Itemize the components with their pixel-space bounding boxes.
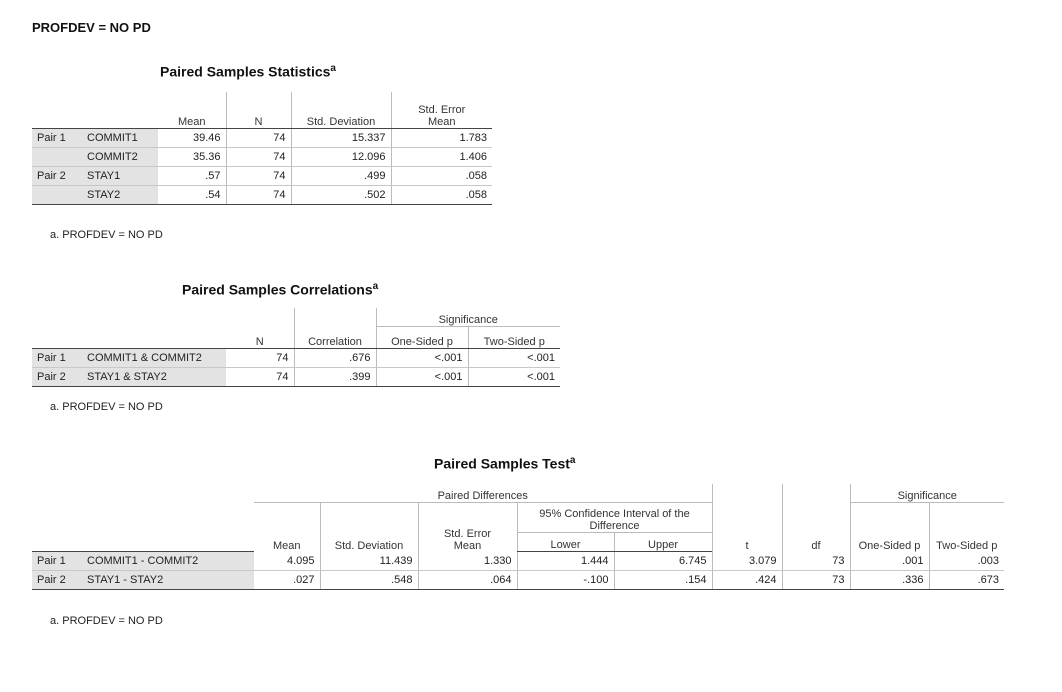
two-sided-p-cell: .673 — [929, 571, 1004, 590]
test-footnote: a. PROFDEV = NO PD — [50, 615, 163, 627]
variable-label: COMMIT1 - COMMIT2 — [82, 552, 254, 571]
mean-cell: 39.46 — [158, 128, 226, 147]
test-title-marker: a — [569, 455, 576, 466]
corr-header-one-sided-p: One-Sided p — [376, 327, 468, 349]
test-header-upper: Upper — [614, 533, 712, 552]
test-header-confidence-interval — [517, 503, 712, 533]
lower-cell: 1.444 — [517, 552, 614, 571]
df-cell: 73 — [782, 552, 850, 571]
test-title-text: Paired Samples Test — [434, 455, 570, 472]
std-deviation-cell: 12.096 — [291, 147, 391, 166]
variable-label: STAY1 - STAY2 — [82, 571, 254, 590]
test-header-std-error-mean-text: Std. Error Mean — [443, 527, 492, 552]
std-deviation-cell: 15.337 — [291, 128, 391, 147]
stats-header-n: N — [226, 92, 291, 128]
corr-header-spacer — [226, 308, 294, 327]
corr-header-n: N — [226, 327, 294, 349]
test-corner-cell — [32, 533, 82, 552]
test-header-one-sided-p: One-Sided p — [850, 503, 929, 552]
df-cell: 73 — [782, 571, 850, 590]
n-cell: 74 — [226, 349, 294, 368]
variable-label: STAY2 — [82, 185, 158, 204]
stats-title-marker: a — [330, 63, 336, 74]
test-header-significance: Significance — [850, 484, 1004, 503]
stats-corner-cell — [82, 92, 158, 128]
std-deviation-cell: .502 — [291, 185, 391, 204]
upper-cell: .154 — [614, 571, 712, 590]
table-row — [32, 147, 492, 166]
n-cell: 74 — [226, 147, 291, 166]
corr-title — [182, 281, 378, 298]
n-cell: 74 — [226, 185, 291, 204]
corr-title-marker: a — [372, 281, 379, 292]
corr-corner-cell — [32, 327, 82, 349]
test-corner-cell — [82, 503, 254, 533]
test-header-lower: Lower — [517, 533, 614, 552]
table-row — [32, 552, 1004, 571]
corr-corner-cell — [82, 308, 226, 327]
pair-label — [32, 147, 82, 166]
std-error-cell: 1.783 — [391, 128, 492, 147]
pair-label: Pair 1 — [32, 552, 82, 571]
variable-label: COMMIT2 — [82, 147, 158, 166]
table-row — [32, 185, 492, 204]
corr-header-correlation: Correlation — [294, 327, 376, 349]
test-header-spacer — [712, 484, 782, 503]
stats-header-std-error-mean — [391, 92, 492, 128]
n-cell: 74 — [226, 128, 291, 147]
t-cell: .424 — [712, 571, 782, 590]
paired-samples-correlations-table — [32, 308, 560, 387]
paired-samples-statistics-table — [32, 92, 492, 205]
mean-cell: 4.095 — [254, 552, 320, 571]
stats-title-text: Paired Samples Statistics — [160, 63, 331, 80]
test-header-mean: Mean — [272, 539, 301, 552]
variable-label: STAY1 — [82, 166, 158, 185]
two-sided-p-cell: <.001 — [468, 349, 560, 368]
stats-header-std-error-mean-text: Std. Error Mean — [418, 103, 466, 128]
correlation-cell: .676 — [294, 349, 376, 368]
one-sided-p-cell: <.001 — [376, 349, 468, 368]
test-header-spacer — [782, 484, 850, 503]
one-sided-p-cell: .001 — [850, 552, 929, 571]
t-cell: 3.079 — [712, 552, 782, 571]
std-error-cell: .058 — [391, 166, 492, 185]
paired-samples-test-table — [32, 484, 1004, 590]
pair-label: Pair 1 — [32, 128, 82, 147]
n-cell: 74 — [226, 368, 294, 387]
test-header-paired-differences: Paired Differences — [254, 484, 712, 503]
test-corner-cell — [82, 484, 254, 503]
table-row — [32, 128, 492, 147]
stats-footnote: a. PROFDEV = NO PD — [50, 229, 163, 241]
test-corner-cell — [32, 503, 82, 533]
std-error-cell: .064 — [418, 571, 517, 590]
pair-label: Pair 2 — [32, 368, 82, 387]
std-error-cell: .058 — [391, 185, 492, 204]
stats-title — [160, 63, 336, 80]
corr-header-spacer — [294, 308, 376, 327]
two-sided-p-cell: .003 — [929, 552, 1004, 571]
table-row — [32, 166, 492, 185]
std-deviation-cell: 11.439 — [320, 552, 418, 571]
variable-label: COMMIT1 & COMMIT2 — [82, 349, 226, 368]
pair-label — [32, 185, 82, 204]
std-deviation-cell: .548 — [320, 571, 418, 590]
corr-corner-cell — [32, 308, 82, 327]
pair-label: Pair 2 — [32, 166, 82, 185]
table-row — [32, 571, 1004, 590]
stats-header-mean: Mean — [158, 92, 226, 128]
mean-cell: .54 — [158, 185, 226, 204]
n-cell: 74 — [226, 166, 291, 185]
test-header-std-error-mean — [418, 503, 517, 552]
test-header-df: df — [782, 503, 850, 552]
lower-cell: -.100 — [517, 571, 614, 590]
variable-label: COMMIT1 — [82, 128, 158, 147]
stats-header-std-deviation: Std. Deviation — [291, 92, 391, 128]
upper-cell: 6.745 — [614, 552, 712, 571]
pair-label: Pair 2 — [32, 571, 82, 590]
std-deviation-cell: .499 — [291, 166, 391, 185]
pair-label: Pair 1 — [32, 349, 82, 368]
test-header-std-deviation: Std. Deviation — [320, 503, 418, 552]
correlation-cell: .399 — [294, 368, 376, 387]
corr-corner-cell — [82, 327, 226, 349]
one-sided-p-cell: .336 — [850, 571, 929, 590]
std-error-cell: 1.406 — [391, 147, 492, 166]
corr-header-significance: Significance — [376, 308, 560, 327]
test-corner-cell — [32, 484, 82, 503]
split-title: PROFDEV = NO PD — [32, 20, 151, 35]
mean-cell: .57 — [158, 166, 226, 185]
corr-header-two-sided-p: Two-Sided p — [468, 327, 560, 349]
variable-label: STAY1 & STAY2 — [82, 368, 226, 387]
mean-cell: .027 — [254, 571, 320, 590]
std-error-cell: 1.330 — [418, 552, 517, 571]
test-header-two-sided-p: Two-Sided p — [929, 503, 1004, 552]
corr-title-text: Paired Samples Correlations — [182, 281, 373, 298]
stats-corner-cell — [32, 92, 82, 128]
table-row — [32, 368, 560, 387]
test-title — [434, 455, 575, 472]
two-sided-p-cell: <.001 — [468, 368, 560, 387]
test-header-confidence-interval-text: 95% Confidence Interval of the Difference — [539, 508, 690, 532]
one-sided-p-cell: <.001 — [376, 368, 468, 387]
test-corner-cell — [82, 533, 254, 552]
table-row — [32, 349, 560, 368]
corr-footnote: a. PROFDEV = NO PD — [50, 401, 163, 413]
mean-cell: 35.36 — [158, 147, 226, 166]
test-header-t: t — [712, 503, 782, 552]
